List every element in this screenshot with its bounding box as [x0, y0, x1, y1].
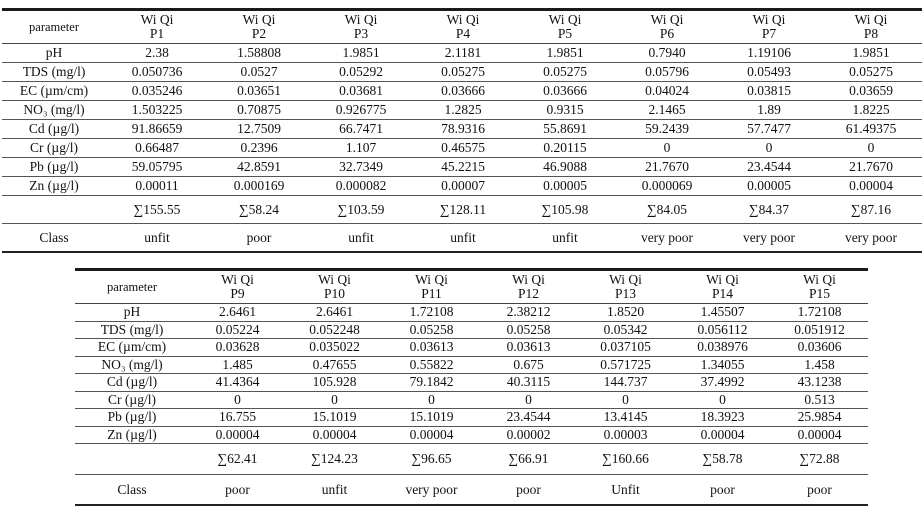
class-cell: unfit — [286, 475, 383, 506]
table-cell: 0.03613 — [480, 339, 577, 357]
table-cell: 0.03681 — [310, 82, 412, 101]
table-cell: 23.4544 — [718, 158, 820, 177]
sum-label-empty — [75, 444, 189, 475]
table-row-cr — [75, 391, 868, 409]
sum-row — [75, 444, 868, 475]
column-header: Wi Qi P10 — [286, 270, 383, 304]
table-cell: 25.9854 — [771, 409, 868, 427]
header-row — [2, 10, 922, 44]
table-row-no3 — [2, 101, 922, 120]
table-cell: 42.8591 — [208, 158, 310, 177]
table-cell: 1.8225 — [820, 101, 922, 120]
table-cell: 0.04024 — [616, 82, 718, 101]
table-cell: 0.00004 — [383, 426, 480, 444]
table-cell: 79.1842 — [383, 374, 480, 392]
sum-cell: ∑58.78 — [674, 444, 771, 475]
table-cell: 0.05275 — [820, 63, 922, 82]
column-header: Wi Qi P14 — [674, 270, 771, 304]
sum-cell: ∑84.05 — [616, 196, 718, 224]
table-cell: 0.05796 — [616, 63, 718, 82]
class-row — [2, 224, 922, 253]
table-row-zn — [2, 177, 922, 196]
table-cell: 0.926775 — [310, 101, 412, 120]
column-header: Wi Qi P5 — [514, 10, 616, 44]
table-cell: 21.7670 — [616, 158, 718, 177]
table-row-cd — [75, 374, 868, 392]
class-cell: poor — [189, 475, 286, 506]
sum-row — [2, 196, 922, 224]
sum-cell: ∑87.16 — [820, 196, 922, 224]
table-cell: 0.05292 — [310, 63, 412, 82]
row-label: EC (µm/cm) — [2, 82, 106, 101]
sum-cell: ∑62.41 — [189, 444, 286, 475]
sum-cell: ∑124.23 — [286, 444, 383, 475]
table-cell: 0.03659 — [820, 82, 922, 101]
table-cell: 2.6461 — [286, 304, 383, 322]
row-label: TDS (mg/l) — [2, 63, 106, 82]
sum-cell: ∑128.11 — [412, 196, 514, 224]
table-cell: 41.4364 — [189, 374, 286, 392]
row-label: Cr (µg/l) — [2, 139, 106, 158]
table-cell: 0.05258 — [383, 321, 480, 339]
table-cell: 1.458 — [771, 356, 868, 374]
table-cell: 78.9316 — [412, 120, 514, 139]
table-cell: 40.3115 — [480, 374, 577, 392]
table-wiqi-p1-p8 — [2, 8, 922, 253]
table-row-ec — [2, 82, 922, 101]
table-cell: 16.755 — [189, 409, 286, 427]
table-cell: 0.20115 — [514, 139, 616, 158]
table-cell: 0.66487 — [106, 139, 208, 158]
table-cell: 0.675 — [480, 356, 577, 374]
table-cell: 15.1019 — [286, 409, 383, 427]
table-cell: 12.7509 — [208, 120, 310, 139]
table-cell: 0.00005 — [718, 177, 820, 196]
table-row-tds — [2, 63, 922, 82]
column-header: Wi Qi P11 — [383, 270, 480, 304]
class-cell: very poor — [718, 224, 820, 253]
table-cell: 0.056112 — [674, 321, 771, 339]
sum-cell: ∑103.59 — [310, 196, 412, 224]
class-cell: unfit — [106, 224, 208, 253]
class-cell: poor — [674, 475, 771, 506]
table-cell: 0.9315 — [514, 101, 616, 120]
class-cell: unfit — [412, 224, 514, 253]
column-header: Wi Qi P2 — [208, 10, 310, 44]
table-row-no3 — [75, 356, 868, 374]
table-cell: 0 — [286, 391, 383, 409]
table-row-cd — [2, 120, 922, 139]
column-header: Wi Qi P3 — [310, 10, 412, 44]
table-cell: 1.9851 — [310, 44, 412, 63]
table-cell: 59.2439 — [616, 120, 718, 139]
sum-cell: ∑160.66 — [577, 444, 674, 475]
parameter-header: parameter — [2, 10, 106, 44]
table-cell: 0.2396 — [208, 139, 310, 158]
table-cell: 2.38 — [106, 44, 208, 63]
column-header: Wi Qi P9 — [189, 270, 286, 304]
table-cell: 21.7670 — [820, 158, 922, 177]
table-cell: 1.2825 — [412, 101, 514, 120]
class-cell: poor — [208, 224, 310, 253]
sum-cell: ∑58.24 — [208, 196, 310, 224]
row-label: Cd (µg/l) — [75, 374, 189, 392]
table-cell: 0.052248 — [286, 321, 383, 339]
column-header: Wi Qi P1 — [106, 10, 208, 44]
row-label: TDS (mg/l) — [75, 321, 189, 339]
row-label: EC (µm/cm) — [75, 339, 189, 357]
table-cell: 59.05795 — [106, 158, 208, 177]
table-row-pb — [75, 409, 868, 427]
sum-cell: ∑96.65 — [383, 444, 480, 475]
row-label: NO₃ (mg/l) — [2, 101, 106, 120]
table-cell: 1.45507 — [674, 304, 771, 322]
table-cell: 0 — [189, 391, 286, 409]
table-cell: 0.55822 — [383, 356, 480, 374]
table-cell: 55.8691 — [514, 120, 616, 139]
table-cell: 0 — [616, 139, 718, 158]
table-cell: 0.70875 — [208, 101, 310, 120]
table-cell: 0.00005 — [514, 177, 616, 196]
table-cell: 0.000169 — [208, 177, 310, 196]
table-cell: 2.6461 — [189, 304, 286, 322]
sum-cell: ∑72.88 — [771, 444, 868, 475]
table-row-pb — [2, 158, 922, 177]
column-header: Wi Qi P4 — [412, 10, 514, 44]
table-cell: 1.107 — [310, 139, 412, 158]
table-cell: 0 — [718, 139, 820, 158]
class-cell: unfit — [310, 224, 412, 253]
table-cell: 1.72108 — [771, 304, 868, 322]
column-header: Wi Qi P15 — [771, 270, 868, 304]
table-cell: 15.1019 — [383, 409, 480, 427]
row-label: NO₃ (mg/l) — [75, 356, 189, 374]
table-cell: 32.7349 — [310, 158, 412, 177]
table-cell: 43.1238 — [771, 374, 868, 392]
table-row-ph — [2, 44, 922, 63]
column-header: Wi Qi P7 — [718, 10, 820, 44]
table-cell: 45.2215 — [412, 158, 514, 177]
table-cell: 1.72108 — [383, 304, 480, 322]
table-cell: 0.051912 — [771, 321, 868, 339]
row-label: Cr (µg/l) — [75, 391, 189, 409]
table-cell: 0.00004 — [674, 426, 771, 444]
row-label: Zn (µg/l) — [2, 177, 106, 196]
table-cell: 0.03651 — [208, 82, 310, 101]
table-cell: 2.38212 — [480, 304, 577, 322]
table-cell: 0.00004 — [189, 426, 286, 444]
table-cell: 0.05493 — [718, 63, 820, 82]
row-label: Pb (µg/l) — [75, 409, 189, 427]
sum-cell: ∑66.91 — [480, 444, 577, 475]
table-cell: 1.19106 — [718, 44, 820, 63]
row-label: Zn (µg/l) — [75, 426, 189, 444]
table-cell: 0.05224 — [189, 321, 286, 339]
class-cell: poor — [480, 475, 577, 506]
table-row-ec — [75, 339, 868, 357]
table-cell: 1.503225 — [106, 101, 208, 120]
sum-cell: ∑84.37 — [718, 196, 820, 224]
sum-label-empty — [2, 196, 106, 224]
table-cell: 0.00004 — [820, 177, 922, 196]
table-row-cr — [2, 139, 922, 158]
table-cell: 0.7940 — [616, 44, 718, 63]
column-header: Wi Qi P6 — [616, 10, 718, 44]
column-header: Wi Qi P8 — [820, 10, 922, 44]
row-label: pH — [75, 304, 189, 322]
class-label: Class — [75, 475, 189, 506]
table-cell: 0.513 — [771, 391, 868, 409]
table-cell: 0.035022 — [286, 339, 383, 357]
table-cell: 0.050736 — [106, 63, 208, 82]
table-cell: 0.571725 — [577, 356, 674, 374]
sum-cell: ∑155.55 — [106, 196, 208, 224]
table-cell: 57.7477 — [718, 120, 820, 139]
table-cell: 0.03628 — [189, 339, 286, 357]
class-cell: Unfit — [577, 475, 674, 506]
table-cell: 0.03815 — [718, 82, 820, 101]
row-label: pH — [2, 44, 106, 63]
header-row — [75, 270, 868, 304]
table-cell: 66.7471 — [310, 120, 412, 139]
class-label: Class — [2, 224, 106, 253]
table-row-tds — [75, 321, 868, 339]
table-cell: 0 — [480, 391, 577, 409]
class-cell: poor — [771, 475, 868, 506]
table-cell: 0.05342 — [577, 321, 674, 339]
table-cell: 1.34055 — [674, 356, 771, 374]
table-cell: 0 — [674, 391, 771, 409]
class-cell: unfit — [514, 224, 616, 253]
table-cell: 0.0527 — [208, 63, 310, 82]
table-cell: 0.00003 — [577, 426, 674, 444]
table-cell: 1.89 — [718, 101, 820, 120]
table-cell: 18.3923 — [674, 409, 771, 427]
table-cell: 0.46575 — [412, 139, 514, 158]
class-cell: very poor — [820, 224, 922, 253]
table-cell: 91.86659 — [106, 120, 208, 139]
class-cell: very poor — [616, 224, 718, 253]
table-cell: 0.00002 — [480, 426, 577, 444]
table-cell: 0.03606 — [771, 339, 868, 357]
table-cell: 1.9851 — [514, 44, 616, 63]
column-header: Wi Qi P12 — [480, 270, 577, 304]
class-row — [75, 475, 868, 506]
table-cell: 2.1181 — [412, 44, 514, 63]
row-label: Cd (µg/l) — [2, 120, 106, 139]
table-cell: 0.03666 — [514, 82, 616, 101]
table-cell: 0 — [383, 391, 480, 409]
table-cell: 0.00004 — [771, 426, 868, 444]
table-cell: 37.4992 — [674, 374, 771, 392]
table-cell: 23.4544 — [480, 409, 577, 427]
table-row-ph — [75, 304, 868, 322]
table-cell: 0.05275 — [514, 63, 616, 82]
table-cell: 0.000082 — [310, 177, 412, 196]
table-cell: 1.485 — [189, 356, 286, 374]
table-cell: 1.9851 — [820, 44, 922, 63]
table-cell: 1.8520 — [577, 304, 674, 322]
table-wiqi-p9-p15 — [75, 268, 868, 506]
table-cell: 0 — [820, 139, 922, 158]
class-cell: very poor — [383, 475, 480, 506]
table-cell: 0.037105 — [577, 339, 674, 357]
table-cell: 144.737 — [577, 374, 674, 392]
table-cell: 0.05258 — [480, 321, 577, 339]
column-header: Wi Qi P13 — [577, 270, 674, 304]
table-cell: 46.9088 — [514, 158, 616, 177]
table-cell: 0.00004 — [286, 426, 383, 444]
table-cell: 0.03613 — [383, 339, 480, 357]
table-cell: 0.03666 — [412, 82, 514, 101]
table-cell: 0.00007 — [412, 177, 514, 196]
table-cell: 0.000069 — [616, 177, 718, 196]
table-cell: 0.038976 — [674, 339, 771, 357]
parameter-header: parameter — [75, 270, 189, 304]
sum-cell: ∑105.98 — [514, 196, 616, 224]
table-cell: 105.928 — [286, 374, 383, 392]
table-row-zn — [75, 426, 868, 444]
table-cell: 0.035246 — [106, 82, 208, 101]
table-cell: 2.1465 — [616, 101, 718, 120]
table-cell: 61.49375 — [820, 120, 922, 139]
row-label: Pb (µg/l) — [2, 158, 106, 177]
table-cell: 0.47655 — [286, 356, 383, 374]
table-cell: 1.58808 — [208, 44, 310, 63]
table-cell: 0.05275 — [412, 63, 514, 82]
table-cell: 0.00011 — [106, 177, 208, 196]
table-cell: 13.4145 — [577, 409, 674, 427]
table-cell: 0 — [577, 391, 674, 409]
